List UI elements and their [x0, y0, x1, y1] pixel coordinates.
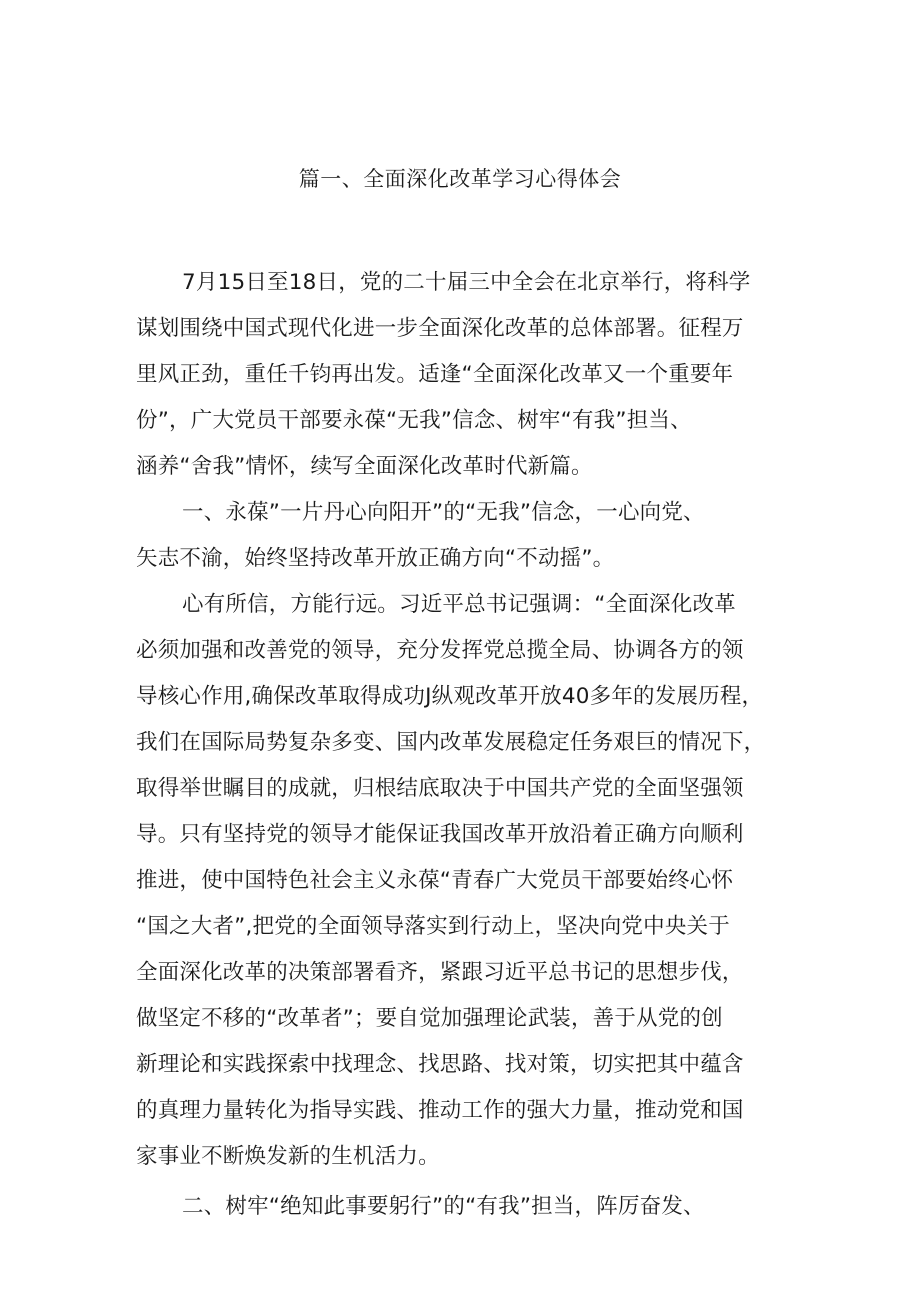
paragraph-line: 导核心作用,确保改革取得成功J纵观改革开放40多年的发展历程，: [136, 684, 764, 709]
paragraph-line: 份”，广大党员干部要永葆“无我”信念、树牢“有我”担当、: [136, 408, 692, 433]
section-heading-line: 二、树牢“绝知此事要躬行”的“有我”担当，阵厉奋发、: [182, 1194, 705, 1219]
document-body: [136, 260, 794, 1230]
paragraph-line: 7月15日至18日，党的二十届三中全会在北京举行，将科学: [182, 270, 751, 295]
paragraph-line: 谋划围绕中国式现代化进一步全面深化改革的总体部署。征程万: [136, 316, 744, 341]
paragraph-line: 心有所信，方能行远。习近平总书记强调：“全面深化改革: [182, 592, 736, 617]
paragraph-line: 取得举世瞩目的成就，归根结底取决于中国共产党的全面坚强领: [136, 776, 744, 801]
section-heading-line: 一、永葆”一片丹心向阳开”的“无我”信念，一心向党、: [182, 500, 705, 525]
paragraph-line: 推进，使中国特色社会主义永葆“青春广大党员干部要始终心怀: [136, 868, 734, 893]
paragraph-line: “国之大者”,把党的全面领导落实到行动上，坚决向党中央关于: [136, 914, 730, 939]
paragraph-line: 新理论和实践探索中找理念、找思路、找对策，切实把其中蕴含: [136, 1052, 744, 1077]
paragraph-line: 我们在国际局势复杂多变、国内改革发展稳定任务艰巨的情况下，: [136, 730, 766, 755]
paragraph-line: 做坚定不移的“改革者”；要自觉加强理论武装，善于从党的创: [136, 1006, 723, 1031]
paragraph-line: 必须加强和改善党的领导，充分发挥党总揽全局、协调各方的领: [136, 638, 744, 663]
page-title: 篇一、全面深化改革学习心得体会: [298, 167, 622, 191]
section-heading-line: 矢志不渝，始终坚持改革开放正确方向“不动摇”。: [136, 546, 615, 571]
paragraph-line: 里风正劲，重任千钧再出发。适逢“全面深化改革又一个重要年: [136, 362, 734, 387]
paragraph-line: 涵养“舍我”情怀，续写全面深化改革时代新篇。: [136, 454, 593, 479]
paragraph-line: 的真理力量转化为指导实践、推动工作的强大力量，推动党和国: [136, 1098, 744, 1123]
paragraph-line: 导。只有坚持党的领导才能保证我国改革开放沿着正确方向顺利: [136, 822, 744, 847]
paragraph-line: 全面深化改革的决策部署看齐，紧跟习近平总书记的思想步伐，: [136, 960, 744, 985]
paragraph-line: 家事业不断焕发新的生机活力。: [136, 1144, 440, 1169]
